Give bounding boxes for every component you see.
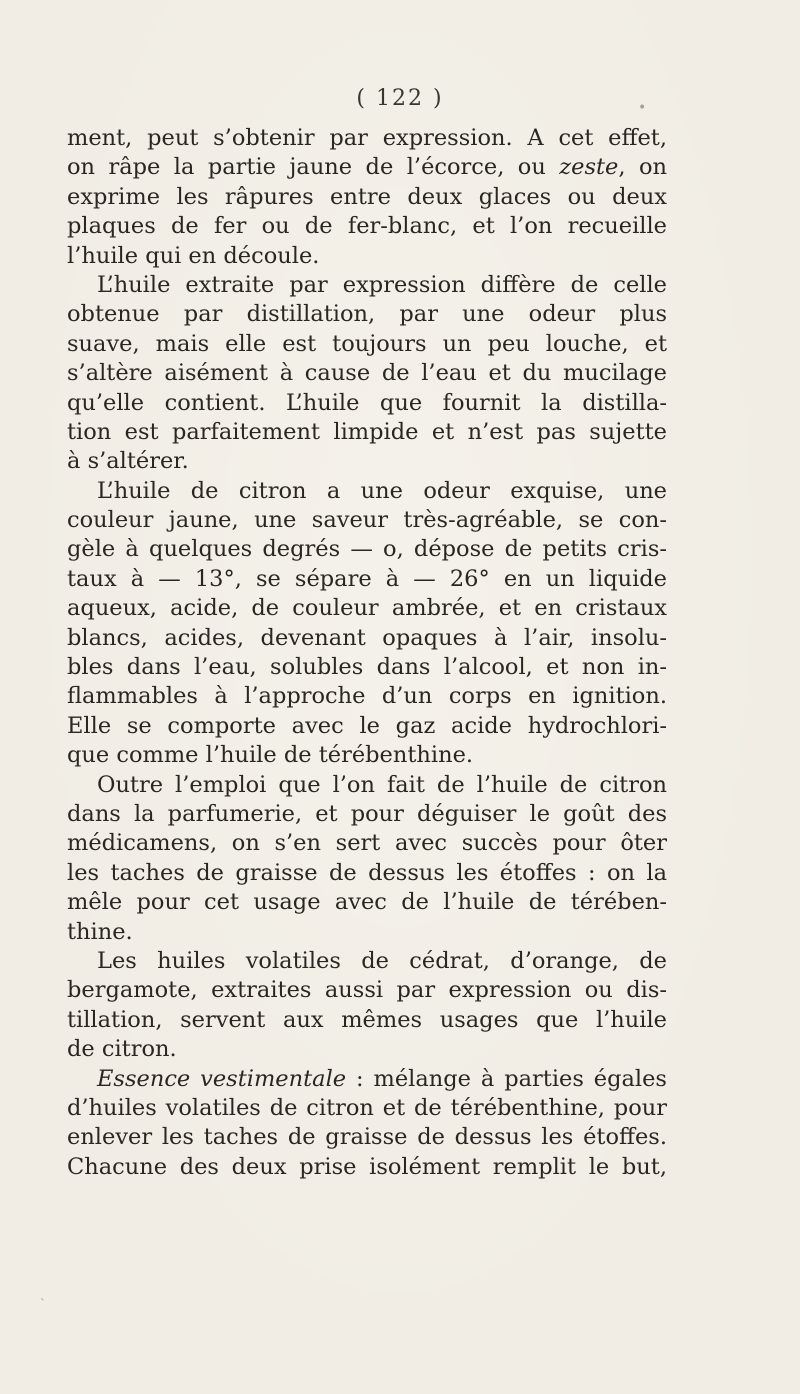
- text-line: [67, 771, 667, 800]
- text-line: [67, 447, 667, 476]
- italic-term: zeste: [559, 154, 619, 181]
- line-text: médicamens, on s’en sert avec succès pour ôter: [67, 830, 667, 857]
- text-line: [67, 741, 667, 770]
- line-text: qu’elle contient. L’huile que fournit la distilla-: [67, 389, 667, 416]
- line-text: Elle se comporte avec le gaz acide hydrochlori-: [67, 712, 667, 739]
- text-line: [67, 712, 667, 741]
- text-line: [67, 976, 667, 1005]
- line-text-after: : mélange à parties égales: [346, 1065, 667, 1092]
- line-text: de citron.: [67, 1036, 177, 1063]
- text-line: [67, 653, 667, 682]
- ink-speck: •: [638, 100, 647, 116]
- line-text: obtenue par distillation, par une odeur plus: [67, 301, 667, 328]
- text-line: [67, 888, 667, 917]
- line-text: enlever les taches de graisse de dessus les étoffes.: [67, 1124, 667, 1151]
- text-line: [67, 947, 667, 976]
- italic-term: Essence vestimentale: [97, 1065, 347, 1092]
- line-text: gèle à quelques degrés — o, dépose de petits cris-: [67, 536, 667, 563]
- line-text: flammables à l’approche d’un corps en ignition.: [67, 683, 667, 710]
- text-line: [67, 359, 667, 388]
- body-text: [67, 124, 667, 1182]
- line-text: couleur jaune, une saveur très-agréable, se con-: [67, 507, 667, 534]
- text-line: [67, 800, 667, 829]
- line-text: mêle pour cet usage avec de l’huile de térében-: [67, 889, 667, 916]
- line-text: L’huile extraite par expression diffère de celle: [97, 271, 667, 298]
- line-text: que comme l’huile de térébenthine.: [67, 742, 474, 769]
- text-line: [67, 1065, 667, 1094]
- text-line: [67, 1006, 667, 1035]
- text-line: [67, 624, 667, 653]
- line-text: exprime les râpures entre deux glaces ou deux: [67, 183, 667, 210]
- text-line: [67, 242, 667, 271]
- text-line: [67, 1123, 667, 1152]
- text-line: [67, 506, 667, 535]
- text-line: [67, 389, 667, 418]
- text-line: [67, 183, 667, 212]
- text-line: [67, 565, 667, 594]
- line-text: aqueux, acide, de couleur ambrée, et en cristaux: [67, 595, 667, 622]
- line-text: blancs, acides, devenant opaques à l’air, insolu-: [67, 624, 667, 651]
- line-text: bergamote, extraites aussi par expression ou dis-: [67, 977, 667, 1004]
- line-text: Chacune des deux prise isolément remplit le but,: [67, 1153, 667, 1180]
- page-number: ( 122 ): [356, 86, 444, 111]
- line-text: d’huiles volatiles de citron et de térébenthine, pour: [67, 1094, 667, 1121]
- line-text: L’huile de citron a une odeur exquise, une: [97, 477, 667, 504]
- text-line: [67, 1094, 667, 1123]
- text-line: [67, 124, 667, 153]
- text-line: [67, 682, 667, 711]
- line-text: bles dans l’eau, solubles dans l’alcool, et non in-: [67, 654, 667, 681]
- text-line: [67, 477, 667, 506]
- text-line: [67, 535, 667, 564]
- text-line: [67, 330, 667, 359]
- text-line: [67, 271, 667, 300]
- line-text: tillation, servent aux mêmes usages que l’huile: [67, 1006, 667, 1033]
- line-text: thine.: [67, 918, 133, 945]
- line-text: les taches de graisse de dessus les étoffes : on la: [67, 859, 667, 886]
- line-text: dans la parfumerie, et pour déguiser le goût des: [67, 800, 667, 827]
- text-line: [67, 594, 667, 623]
- line-text: Les huiles volatiles de cédrat, d’orange, de: [97, 947, 667, 974]
- line-text: on râpe la partie jaune de l’écorce, ou: [67, 154, 560, 181]
- text-line: [67, 829, 667, 858]
- line-text-after: , on: [618, 154, 667, 181]
- line-text: s’altère aisément à cause de l’eau et du mucilage: [67, 360, 667, 387]
- line-text: taux à — 13°, se sépare à — 26° en un liquide: [67, 565, 667, 592]
- line-text: suave, mais elle est toujours un peu louche, et: [67, 330, 667, 357]
- text-line: [67, 153, 667, 182]
- line-text: à s’altérer.: [67, 448, 189, 475]
- line-text: ment, peut s’obtenir par expression. A cet effet,: [67, 125, 667, 151]
- line-text: tion est parfaitement limpide et n’est pas sujette: [67, 418, 667, 445]
- line-text: Outre l’emploi que l’on fait de l’huile de citron: [97, 771, 667, 798]
- text-line: [67, 918, 667, 947]
- text-line: [67, 300, 667, 329]
- text-line: [67, 418, 667, 447]
- text-line: [67, 212, 667, 241]
- text-line: [67, 1153, 667, 1182]
- ink-speck: ˴: [40, 1290, 45, 1306]
- line-text: l’huile qui en découle.: [67, 242, 320, 269]
- text-line: [67, 1035, 667, 1064]
- line-text: plaques de fer ou de fer-blanc, et l’on recueille: [67, 213, 667, 240]
- text-line: [67, 859, 667, 888]
